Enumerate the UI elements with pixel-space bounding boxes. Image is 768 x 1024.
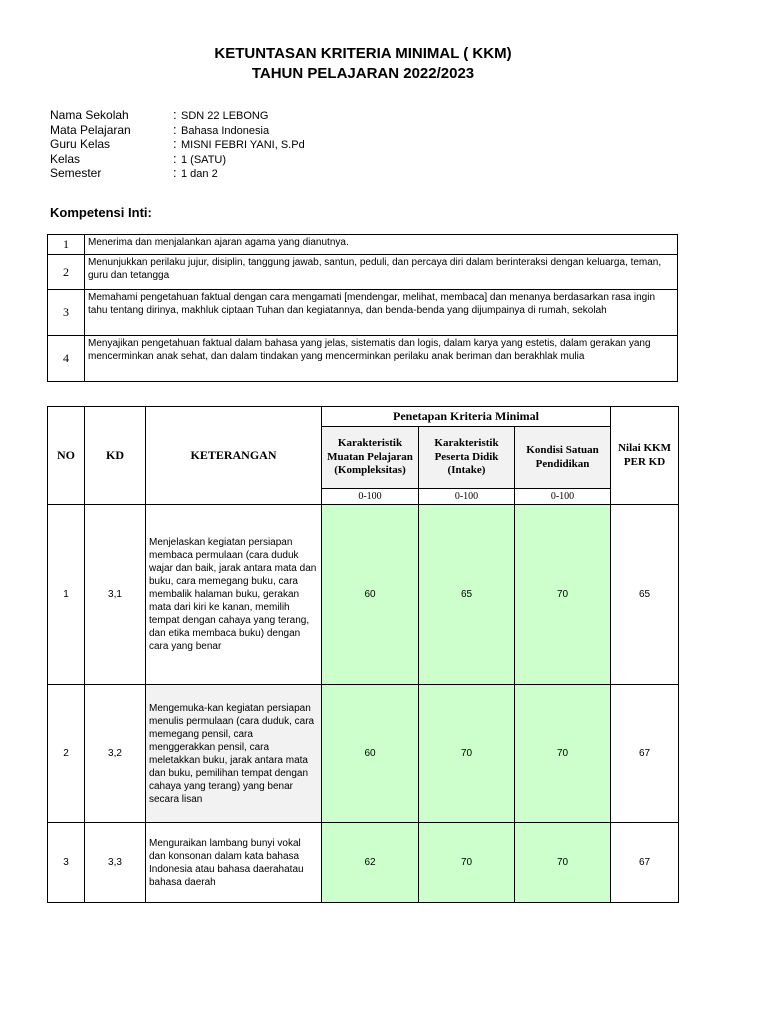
- ki-number: 1: [48, 235, 85, 255]
- ki-row: [48, 255, 678, 290]
- table-row: [48, 505, 679, 685]
- row-peserta: 70: [419, 685, 515, 823]
- kompetensi-inti-table: [47, 234, 678, 382]
- row-kd: 3,2: [85, 685, 146, 823]
- info-colon: :: [173, 121, 177, 137]
- header-no: NO: [48, 407, 85, 505]
- row-satuan: 70: [515, 685, 611, 823]
- ki-number: 2: [48, 255, 85, 290]
- info-label: Mata Pelajaran: [50, 122, 131, 137]
- info-value: MISNI FEBRI YANI, S.Pd: [181, 139, 305, 151]
- header-satuan: Kondisi Satuan Pendidikan: [515, 427, 611, 489]
- ki-text: Menerima dan menjalankan ajaran agama yang dianutnya.: [85, 235, 678, 255]
- header-keterangan: KETERANGAN: [146, 407, 322, 505]
- ki-text: Menyajikan pengetahuan faktual dalam bahasa yang jelas, sistematis dan logis, dalam karya yang estetis, dalam gerakan yang mencerminkan anak sehat, dan dalam tindakan yang mencerminkan perilaku anak beriman dan berakhlak mulia: [85, 336, 678, 382]
- ki-row: [48, 290, 678, 336]
- header-peserta: Karakteristik Peserta Didik (Intake): [419, 427, 515, 489]
- info-value: SDN 22 LEBONG: [181, 110, 269, 122]
- row-muatan: 60: [322, 685, 419, 823]
- row-keterangan: Menguraikan lambang bunyi vokal dan konsonan dalam kata bahasa Indonesia atau bahasa daerahatau bahasa daerah: [146, 823, 322, 903]
- ki-row: [48, 235, 678, 255]
- info-label: Nama Sekolah: [50, 108, 129, 122]
- info-colon: :: [173, 136, 177, 151]
- row-keterangan: Mengemuka-kan kegiatan persiapan menulis permulaan (cara duduk, cara memegang pensil, cara menggerakkan pensil, cara meletakkan buku, jarak antara mata dan buku, pemilihan tempat dengan cahaya yang terang) yang benar secara lisan: [146, 685, 322, 823]
- ki-row: [48, 336, 678, 382]
- table-row: [48, 823, 679, 903]
- row-satuan: 70: [515, 505, 611, 685]
- kkm-header-row: [48, 407, 679, 427]
- row-muatan: 62: [322, 823, 419, 903]
- document-subtitle: TAHUN PELAJARAN 2022/2023: [251, 65, 475, 82]
- ki-text: Menunjukkan perilaku jujur, disiplin, tanggung jawab, santun, peduli, dan percaya diri dalam berinteraksi dengan keluarga, teman, guru dan tetangga: [85, 255, 678, 290]
- row-nilai: 67: [611, 823, 679, 903]
- row-keterangan: Menjelaskan kegiatan persiapan membaca permulaan (cara duduk wajar dan baik, jarak antara mata dan buku, cara memegang buku, cara membalik halaman buku, gerakan mata dari kiri ke kanan, memilih tempat dengan cahaya yang terang, dan etika membaca buku) dengan cara yang benar: [146, 505, 322, 685]
- row-peserta: 70: [419, 823, 515, 903]
- range-peserta: 0-100: [419, 489, 515, 505]
- table-row: [48, 685, 679, 823]
- range-satuan: 0-100: [515, 489, 611, 505]
- ki-text: Memahami pengetahuan faktual dengan cara mengamati [mendengar, melihat, membaca] dan menanya berdasarkan rasa ingin tahu tentang dirinya, makhluk ciptaan Tuhan dan kegiatannya, dan benda-benda yang dijumpainya di rumah, sekolah: [85, 290, 678, 336]
- kompetensi-inti-heading: Kompetensi Inti:: [50, 205, 152, 220]
- header-penetapan: Penetapan Kriteria Minimal: [322, 407, 611, 427]
- header-muatan: Karakteristik Muatan Pelajaran (Kompleksitas): [322, 427, 419, 489]
- row-nilai: 67: [611, 685, 679, 823]
- header-nilai-kkm: Nilai KKM PER KD: [611, 407, 679, 505]
- row-no: 1: [48, 505, 85, 685]
- range-muatan: 0-100: [322, 489, 419, 505]
- info-colon: :: [173, 107, 177, 122]
- row-nilai: 65: [611, 505, 679, 685]
- info-label: Semester: [50, 166, 102, 180]
- info-colon: :: [173, 150, 177, 166]
- row-muatan: 60: [322, 505, 419, 685]
- row-satuan: 70: [515, 823, 611, 903]
- kkm-table: [47, 406, 679, 903]
- row-no: 2: [48, 685, 85, 823]
- info-value: 1 (SATU): [181, 153, 227, 166]
- info-label: Kelas: [50, 151, 81, 166]
- row-no: 3: [48, 823, 85, 903]
- info-value: Bahasa Indonesia: [181, 124, 270, 137]
- header-kd: KD: [85, 407, 146, 505]
- ki-number: 4: [48, 336, 85, 382]
- info-colon: :: [173, 165, 177, 180]
- ki-number: 3: [48, 290, 85, 336]
- info-value: 1 dan 2: [181, 168, 218, 180]
- row-peserta: 65: [419, 505, 515, 685]
- row-kd: 3,3: [85, 823, 146, 903]
- info-label: Guru Kelas: [50, 137, 111, 151]
- document-title: KETUNTASAN KRITERIA MINIMAL ( KKM): [214, 45, 512, 62]
- row-kd: 3,1: [85, 505, 146, 685]
